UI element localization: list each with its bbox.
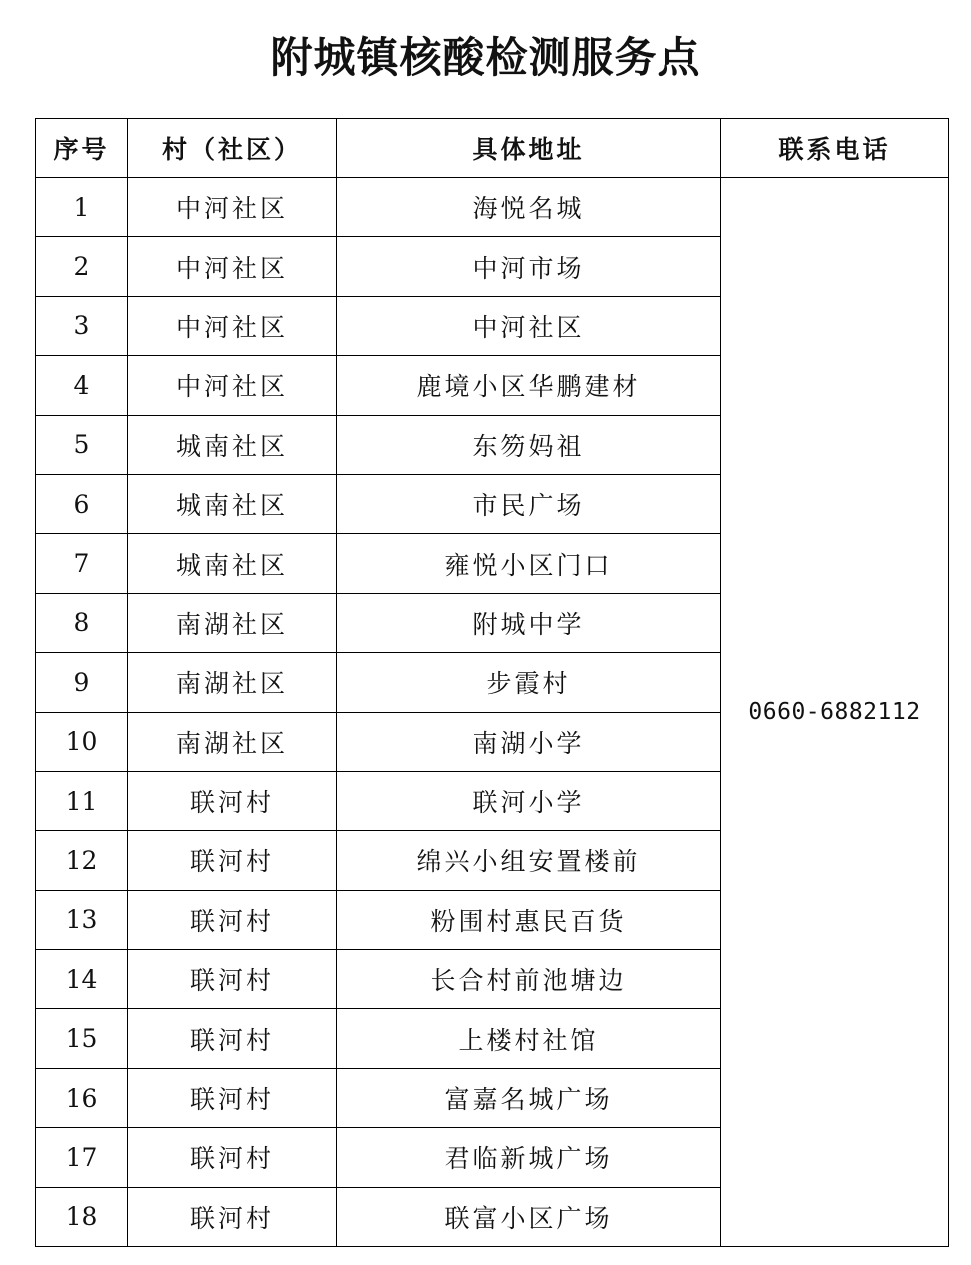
table-row (36, 178, 949, 237)
cell-village: 中河社区 (128, 296, 337, 355)
cell-no: 13 (36, 890, 128, 949)
table-body (36, 178, 949, 1247)
cell-village: 联河村 (128, 1009, 337, 1068)
header-phone: 联系电话 (721, 119, 949, 178)
cell-no: 11 (36, 771, 128, 830)
cell-village: 城南社区 (128, 415, 337, 474)
cell-address: 鹿境小区华鹏建材 (337, 356, 721, 415)
cell-address: 步霞村 (337, 653, 721, 712)
cell-address: 海悦名城 (337, 178, 721, 237)
cell-village: 联河村 (128, 831, 337, 890)
cell-no: 12 (36, 831, 128, 890)
cell-no: 8 (36, 593, 128, 652)
cell-address: 联富小区广场 (337, 1187, 721, 1246)
cell-no: 2 (36, 237, 128, 296)
cell-village: 联河村 (128, 1187, 337, 1246)
cell-no: 14 (36, 950, 128, 1009)
cell-village: 城南社区 (128, 474, 337, 533)
cell-no: 1 (36, 178, 128, 237)
cell-no: 4 (36, 356, 128, 415)
cell-village: 中河社区 (128, 237, 337, 296)
table-header-row (36, 119, 949, 178)
page-title: 附城镇核酸检测服务点 (270, 33, 701, 82)
cell-address: 南湖小学 (337, 712, 721, 771)
cell-address: 富嘉名城广场 (337, 1068, 721, 1127)
cell-no: 15 (36, 1009, 128, 1068)
cell-no: 5 (36, 415, 128, 474)
cell-address: 绵兴小组安置楼前 (337, 831, 721, 890)
cell-no: 17 (36, 1128, 128, 1187)
cell-village: 联河村 (128, 950, 337, 1009)
cell-no: 3 (36, 296, 128, 355)
cell-no: 18 (36, 1187, 128, 1246)
cell-no: 7 (36, 534, 128, 593)
header-village: 村（社区） (128, 119, 337, 178)
cell-no: 10 (36, 712, 128, 771)
cell-address: 上楼村社馆 (337, 1009, 721, 1068)
cell-village: 联河村 (128, 890, 337, 949)
cell-village: 中河社区 (128, 178, 337, 237)
cell-no: 9 (36, 653, 128, 712)
cell-no: 16 (36, 1068, 128, 1127)
cell-village: 联河村 (128, 1068, 337, 1127)
cell-phone: 0660-6882112 (721, 178, 949, 1247)
cell-village: 南湖社区 (128, 712, 337, 771)
cell-address: 粉围村惠民百货 (337, 890, 721, 949)
header-address: 具体地址 (337, 119, 721, 178)
cell-address: 联河小学 (337, 771, 721, 830)
service-points-table (35, 118, 949, 1247)
cell-address: 中河市场 (337, 237, 721, 296)
cell-village: 联河村 (128, 1128, 337, 1187)
cell-address: 长合村前池塘边 (337, 950, 721, 1009)
cell-address: 君临新城广场 (337, 1128, 721, 1187)
cell-village: 城南社区 (128, 534, 337, 593)
cell-no: 6 (36, 474, 128, 533)
cell-address: 中河社区 (337, 296, 721, 355)
header-no: 序号 (36, 119, 128, 178)
cell-village: 南湖社区 (128, 653, 337, 712)
cell-address: 东笏妈祖 (337, 415, 721, 474)
cell-village: 联河村 (128, 771, 337, 830)
cell-address: 市民广场 (337, 474, 721, 533)
cell-village: 中河社区 (128, 356, 337, 415)
cell-village: 南湖社区 (128, 593, 337, 652)
cell-address: 雍悦小区门口 (337, 534, 721, 593)
cell-address: 附城中学 (337, 593, 721, 652)
